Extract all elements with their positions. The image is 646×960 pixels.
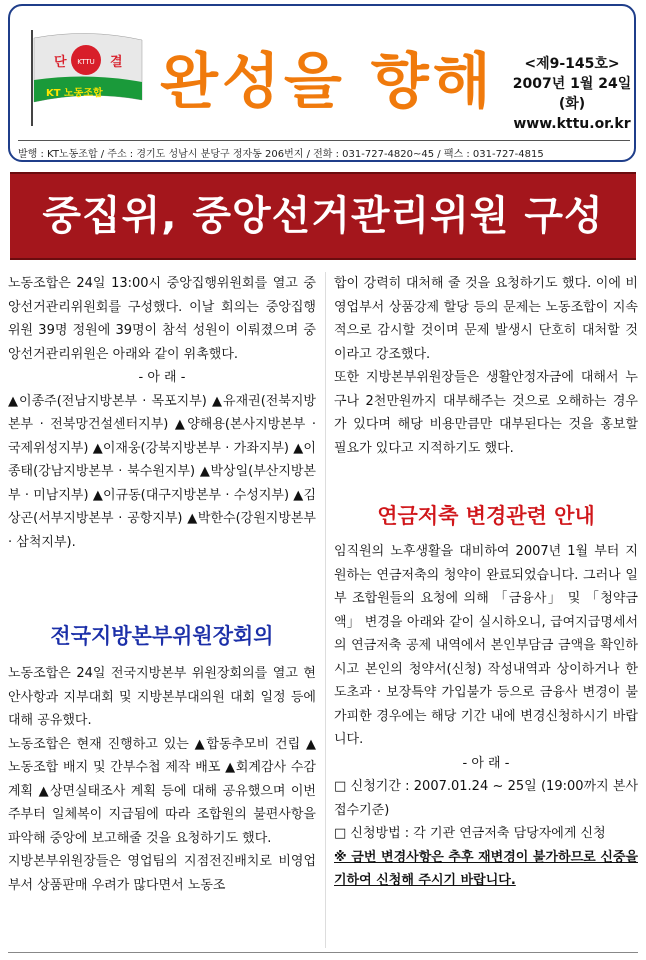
article-regional-chairs [8, 662, 316, 897]
footer-rule [8, 952, 638, 953]
newsletter-title: 완성을 향해 [160, 47, 495, 117]
regional-chairs-heading: 전국지방본부위원장회의 [50, 624, 274, 648]
flag-badge-text: KTTU [77, 58, 95, 66]
article-paragraph: 지방본부위원장들은 영업팀의 지점전진배치로 비영업부서 상품판매 우려가 많다면서 노동조 [8, 854, 316, 893]
svg-text:단: 단 [54, 55, 67, 70]
committee-member-list: ▲이종주(전남지방본부 · 목포지부) ▲유재권(전북지방본부 · 전북망건설센터지부) ▲양해용(본사지방본부 · 국제위성지부) ▲이재웅(강북지방본부 · 가좌지부) ▲이종태(강남지방본부 · 북수원지부) ▲박상일(부산지방본부 · 미남지부) ▲이규동(대구지방본부 · 수성지부) ▲김상곤(서부지방본부 · 공항지부) ▲박한수(강원지방본부 · 삼척지부). [8, 393, 316, 550]
headline-banner [10, 172, 636, 260]
below-marker: - 아 래 - [462, 755, 510, 771]
article-regional-chairs-continued [334, 272, 638, 460]
svg-text:KT 노동조합: KT 노동조합 [46, 88, 103, 99]
application-method: □ 신청방법 : 각 기관 연금저축 담당자에게 신청 [334, 826, 606, 841]
issue-number: <제9-145호> [524, 56, 620, 72]
article-paragraph: 노동조합은 24일 13:00시 중앙집행위원회를 열고 중앙선거관리위원회를 구성했다. 이날 회의는 중앙집행위원 39명 정원에 39명이 참석 성원이 이뤄졌으며 중앙선거관리위원은 아래와 같이 위촉했다. [8, 276, 316, 362]
article-paragraph: 또한 지방본부위원장들은 생활안정자금에 대해서 누구나 2천만원까지 대부해주는 것으로 오해하는 경우가 있다며 해당 비용만큼만 대부된다는 것을 홍보할 필요가 있다고 지적하기도 했다. [334, 370, 638, 456]
article-paragraph: 노동조합은 현재 진행하고 있는 ▲합동추모비 건립 ▲노동조합 배지 및 간부수첩 제작 배포 ▲회계감사 수감 계획 ▲상면실태조사 계획 등에 대해 공유했으며 이번 주부터 일체복이 지급됨에 따라 조합원의 불편사항을 파악해 중앙에 보고해줄 것을 요청하기도 했다. [8, 736, 316, 846]
article-paragraph: 임직원의 노후생활을 대비하여 2007년 1월 부터 지원하는 연금저축의 청약이 완료되었습니다. 그러나 일부 조합원들의 요청에 의해 「금융사」 및 「청약금액」 변경을 아래와 같이 실시하오니, 급여지급명세서의 연금저축 공제 내역에서 본인부담금 금액을 확인하시고 본인의 청약서(신청) 작성내역과 상이하거나 한도초과 · 보장특약 가입불가 등으로 금융사 변경이 불가피한 경우에는 해당 기간 내에 변경신청하시기 바랍니다. [334, 544, 638, 747]
below-marker: - 아 래 - [138, 370, 186, 385]
header-divider [18, 140, 630, 141]
banner-headline: 중집위, 중앙선거관리위원 구성 [42, 193, 604, 239]
issue-info [512, 54, 632, 134]
article-pension-notice [334, 540, 638, 893]
website-link[interactable]: www.kttu.or.kr [513, 116, 631, 132]
application-period: □ 신청기간 : 2007.01.24 ~ 25일 (19:00까지 본사접수기준) [334, 779, 638, 818]
article-election-committee [8, 272, 316, 554]
pension-notice-heading: 연금저축 변경관련 안내 [377, 504, 595, 528]
svg-text:결: 결 [110, 55, 123, 70]
issue-date: 2007년 1월 24일(화) [512, 76, 632, 112]
publisher-address: 발행 : KT노동조합 / 주소 : 경기도 성남시 분당구 정자동 206번지 / 전화 : 031-727-4820~45 / 팩스 : 031-727-4815 [18, 149, 544, 160]
column-divider [325, 272, 326, 948]
article-paragraph: 노동조합은 24일 전국지방본부 위원장회의를 열고 현안사항과 지부대회 및 지방본부대의원 대회 일정 등에 대해 공유했다. [8, 666, 316, 728]
article-paragraph: 합이 강력히 대처해 줄 것을 요청하기도 했다. 이에 비영업부서 상품강제 할당 등의 문제는 노동조합이 지속적으로 감시할 것이며 문제 발생시 단호히 대처할 것이라고 강조했다. [334, 276, 638, 362]
important-notice: ※ 금번 변경사항은 추후 재변경이 불가하므로 신중을 기하여 신청해 주시기 바랍니다. [334, 849, 638, 888]
union-flag-logo [28, 28, 146, 128]
masthead-frame [8, 4, 636, 162]
